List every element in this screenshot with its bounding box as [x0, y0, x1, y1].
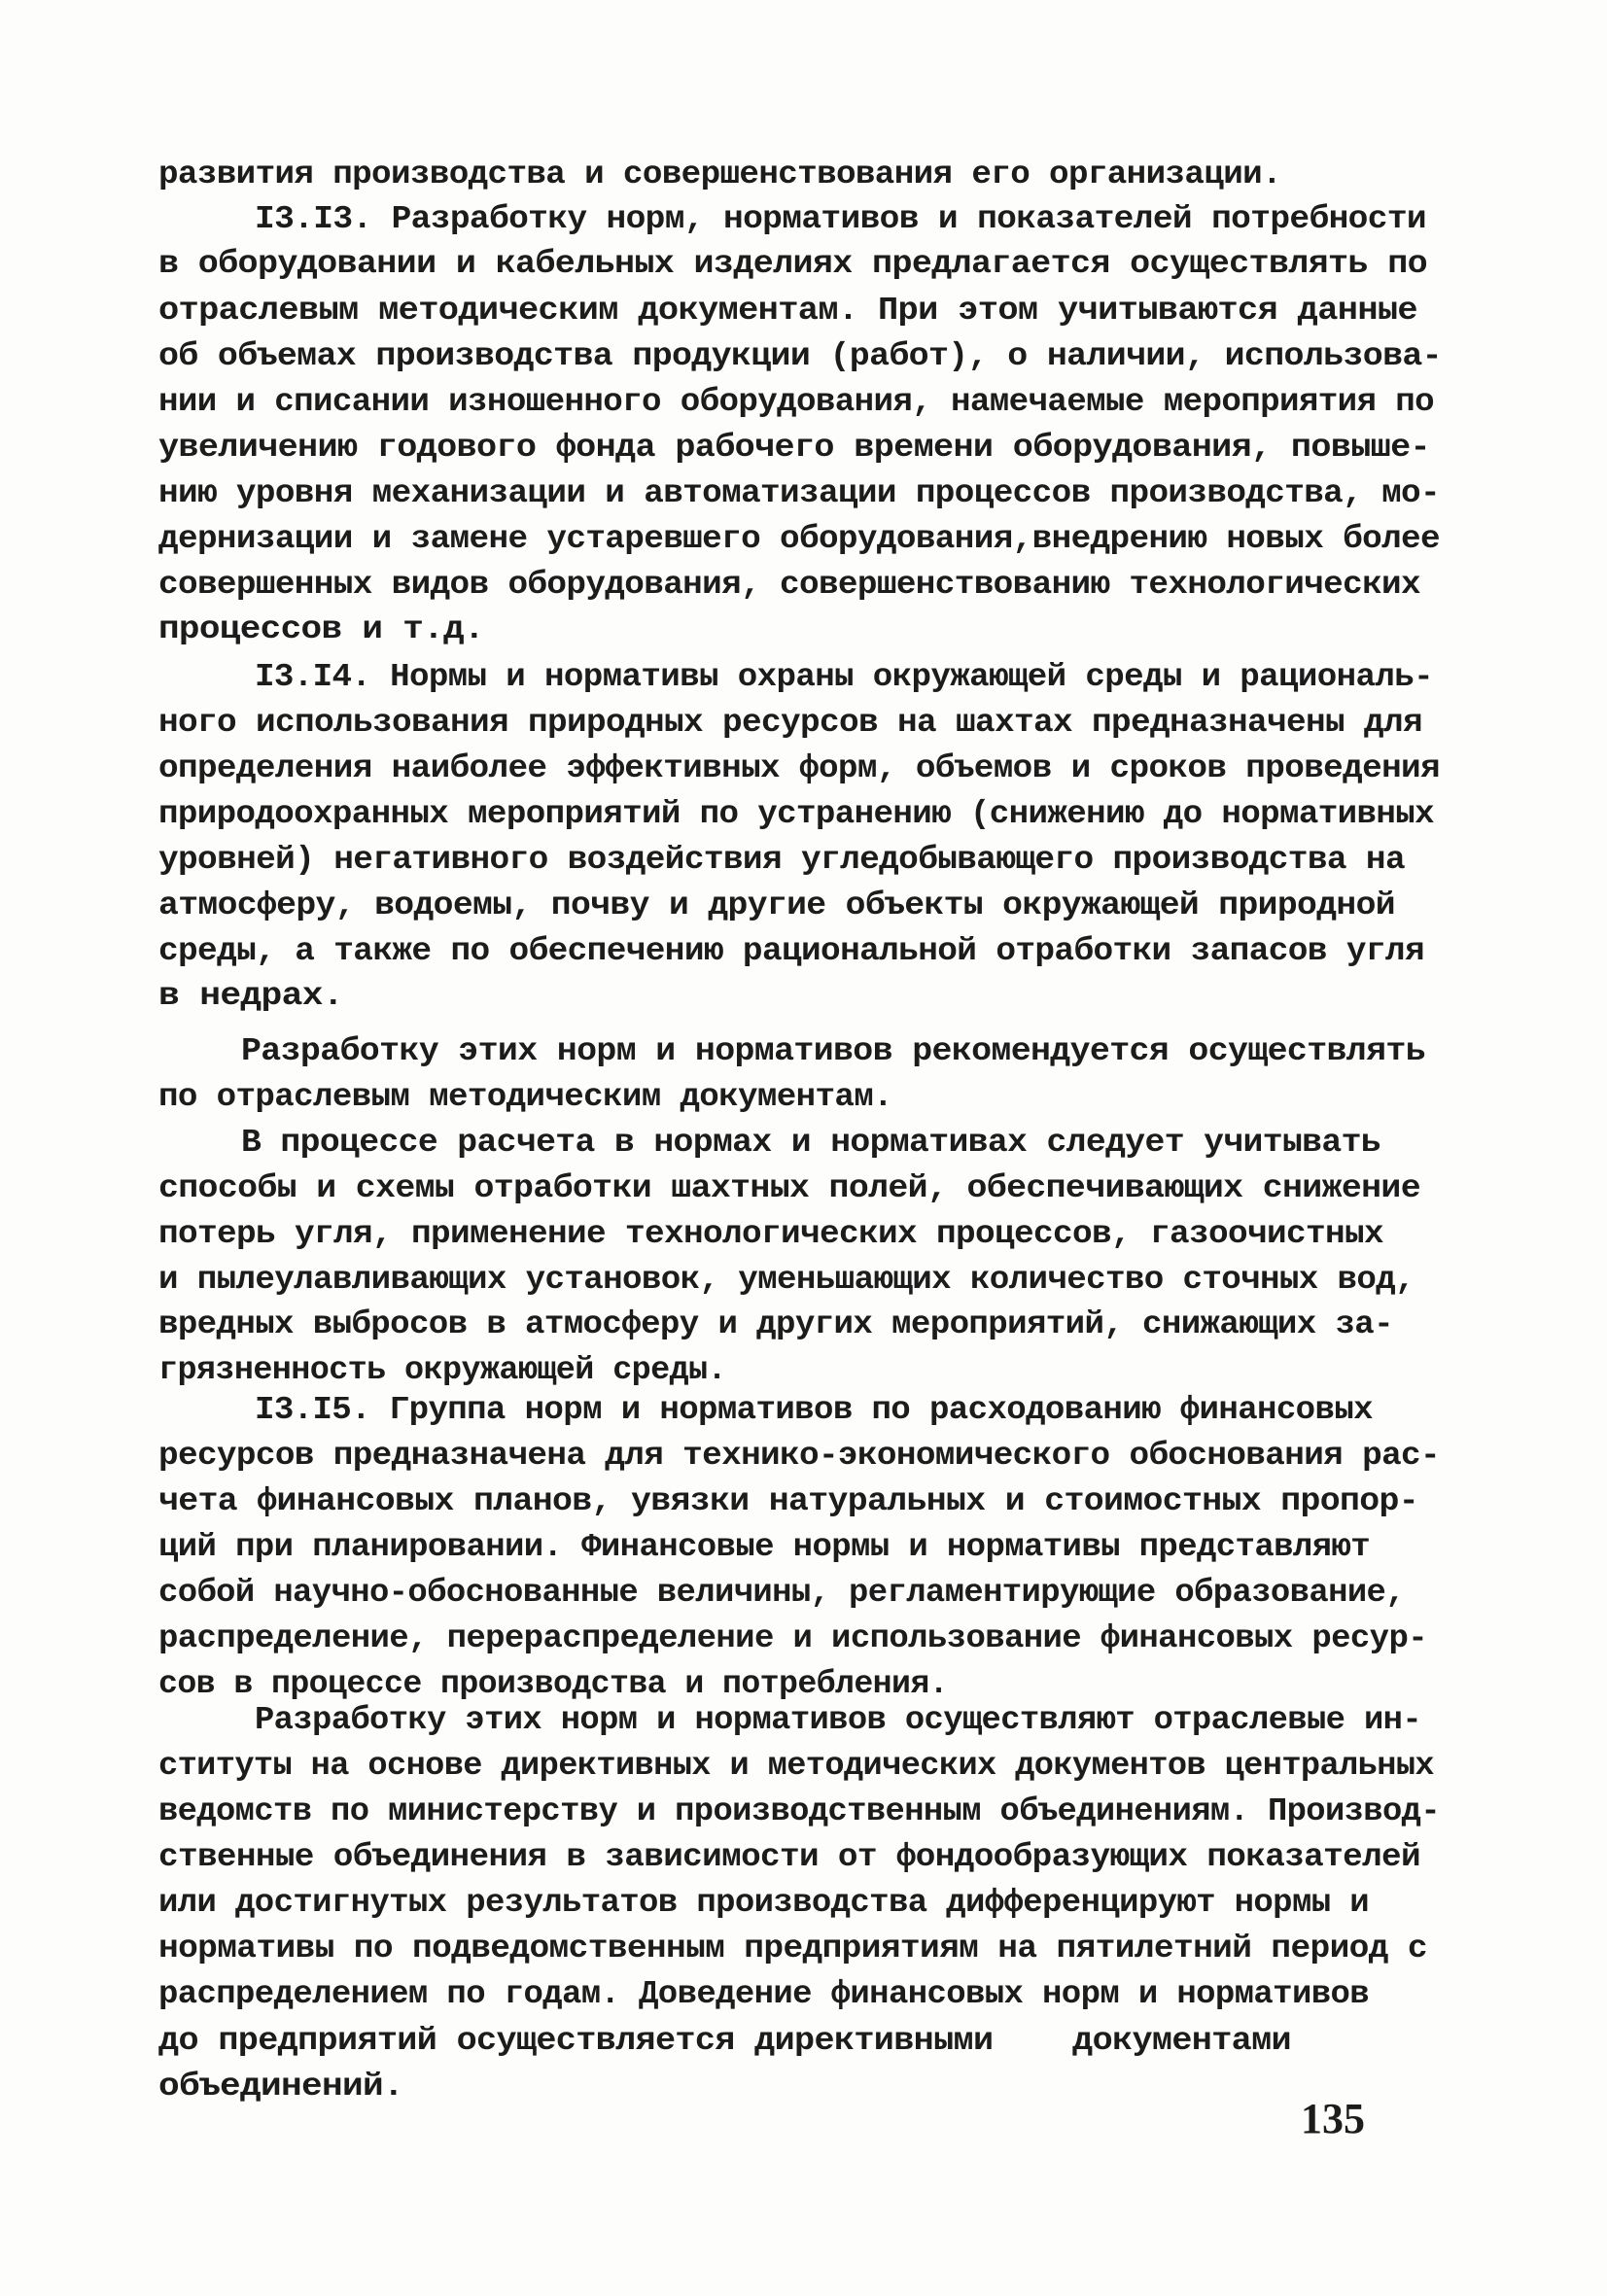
text-line: атмосферу, водоемы, почву и другие объекты окружающей природной [158, 887, 1395, 923]
text-line: ституты на основе директивных и методических документов центральных [158, 1748, 1434, 1784]
text-line: вредных выбросов в атмосферу и других мероприятий, снижающих за- [158, 1306, 1394, 1342]
text-line: Разработку этих норм и нормативов осуществляют отраслевые ин- [255, 1702, 1421, 1738]
text-line: нормативы по подведомственным предприятиям на пятилетний период с [158, 1931, 1427, 1966]
text-line: I3.I4. Нормы и нормативы охраны окружающей среды и рациональ- [255, 659, 1433, 695]
text-line: I3.I5. Группа норм и нормативов по расходованию финансовых [255, 1392, 1373, 1428]
text-line: нию уровня механизации и автоматизации процессов производства, мо- [158, 475, 1440, 511]
text-line: I3.I3. Разработку норм, нормативов и показателей потребности [255, 201, 1426, 237]
text-line: ведомств по министерству и производственным объединениям. Производ- [158, 1793, 1440, 1829]
text-line: среды, а также по обеспечению рациональной отработки запасов угля [158, 933, 1424, 969]
text-line: ного использования природных ресурсов на шахтах предназначены для [158, 705, 1422, 741]
text-line: природоохранных мероприятий по устранению (снижению до нормативных [158, 796, 1435, 832]
text-line: определения наиболее эффективных форм, объемов и сроков проведения [158, 750, 1440, 786]
text-line: потерь угля, применение технологических процессов, газоочистных [158, 1216, 1384, 1252]
text-line: В процессе расчета в нормах и нормативах следует учитывать [241, 1125, 1380, 1161]
text-line: ственные объединения в зависимости от фондообразующих показателей [158, 1839, 1420, 1875]
text-line: процессов и т.д. [158, 611, 484, 647]
text-line: совершенных видов оборудования, совершенствованию технологических [158, 567, 1420, 603]
text-line: сов в процессе производства и потребления. [158, 1666, 948, 1702]
text-line: до предприятий осуществляется директивными документами [158, 2023, 1291, 2059]
text-line: Разработку этих норм и нормативов рекомендуется осуществлять [241, 1033, 1425, 1069]
text-line: или достигнутых результатов производства дифференцируют нормы и [158, 1885, 1369, 1921]
text-line: дернизации и замене устаревшего оборудования,внедрению новых более [158, 521, 1440, 557]
text-line: объединений. [158, 2069, 403, 2105]
page-number: 135 [1301, 2095, 1365, 2142]
text-line: распределение, перераспределение и использование финансовых ресур- [158, 1620, 1427, 1656]
text-line: уровней) негативного воздействия угледобывающего производства на [158, 842, 1405, 878]
text-line: ресурсов предназначена для технико-экономического обоснования рас- [158, 1438, 1440, 1474]
text-line: об объемах производства продукции (работ), о наличии, использова- [158, 338, 1442, 374]
text-line: распределением по годам. Доведение финансовых норм и нормативов [158, 1976, 1369, 2012]
text-line: развития производства и совершенствования его организации. [158, 157, 1281, 192]
text-line: отраслевым методическим документам. При этом учитываются данные [158, 293, 1417, 329]
text-line: собой научно-обоснованные величины, регламентирующие образование, [158, 1575, 1405, 1611]
text-line: увеличению годового фонда рабочего времени оборудования, повыше- [158, 430, 1430, 466]
text-line: грязненность окружающей среды. [158, 1352, 726, 1388]
text-line: по отраслевым методическим документам. [158, 1079, 892, 1115]
text-line: в недрах. [158, 978, 343, 1014]
text-line: чета финансовых планов, увязки натуральных и стоимостных пропор- [158, 1483, 1418, 1519]
text-line: нии и списании изношенного оборудования, намечаемые мероприятия по [158, 384, 1435, 420]
text-line: и пылеулавливающих установок, уменьшающих количество сточных вод, [158, 1262, 1415, 1298]
text-line: способы и схемы отработки шахтных полей, обеспечивающих снижение [158, 1170, 1420, 1206]
text-line: ций при планировании. Финансовые нормы и нормативы представляют [158, 1529, 1370, 1565]
text-line: в оборудовании и кабельных изделиях предлагается осуществлять по [158, 246, 1427, 282]
